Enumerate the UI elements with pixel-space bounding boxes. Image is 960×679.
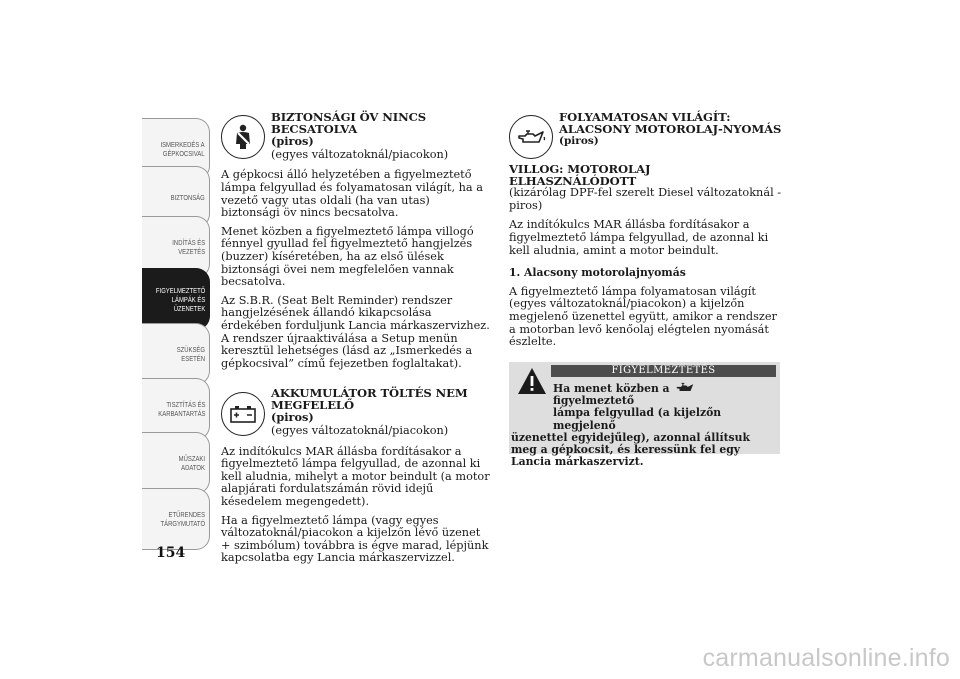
warning-box: [509, 362, 780, 469]
battery-variant: (egyes változatoknál/piacokon): [271, 424, 449, 438]
battery-icon: [221, 392, 265, 436]
tab-tisztitas[interactable]: TISZTÍTÁS ÉS KARBANTARTÁS: [142, 378, 210, 440]
right-column: [509, 112, 783, 355]
battery-color: (piros): [271, 410, 314, 425]
oil-can-icon: [509, 115, 553, 159]
warning-text: Ha menet közben a figyelmeztető lámpa felgyullad (a kijelzőn megjelenő üzenettel egyidejűleg), azonnal állítsuk meg a gépkocsit, és keressünk fel egy Lancia márkaszervizt.: [511, 382, 750, 469]
seatbelt-paragraph-2: Menet közben a figyelmeztető lámpa villogó fénnyel gyullad fel figyelmeztető hangjelzés (buzzer) kíséretében, ha az első ülések biztonsági övei nem megfelelően vannak becsatolva.: [221, 224, 474, 289]
oil-variant-2: (kizárólag DPF-fel szerelt Diesel változatoknál - piros): [509, 186, 782, 212]
battery-paragraph-2: Ha a figyelmeztető lámpa (vagy egyes változatoknál/piacokon a kijelzőn lévő üzenet + szimbólum) továbbra is égve marad, lépjünk kapcsolatba egy Lancia márkaszervizzel.: [221, 513, 489, 565]
left-column: [221, 112, 491, 571]
tab-ismerkedes[interactable]: ISMERKEDÉS A GÉPKOCSIVAL: [142, 118, 210, 180]
tab-biztonsag[interactable]: BIZTONSÁG: [142, 166, 210, 228]
seatbelt-header: [221, 112, 491, 161]
oil-header: [509, 112, 783, 160]
oil-color: (piros): [559, 135, 599, 148]
watermark: carmanualsonline.info: [702, 644, 950, 672]
battery-header: [221, 388, 491, 437]
tab-muszaki[interactable]: MŰSZAKI ADATOK: [142, 432, 210, 494]
seatbelt-variant: (egyes változatoknál/piacokon): [271, 147, 449, 161]
oil-subheading: 1. Alacsony motorolajnyomás: [509, 266, 686, 280]
oil-title: FOLYAMATOSAN VILÁGÍT: ALACSONY MOTOROLAJ-NYOMÁS: [559, 110, 782, 136]
warning-heading: FIGYELMEZTETÉS: [551, 365, 776, 377]
page-number: 154: [156, 545, 186, 561]
tab-figyelmezteto[interactable]: FIGYELMEZTETŐ LÁMPÁK ÉS ÜZENETEK: [142, 268, 210, 330]
tab-targymutato[interactable]: ETŰRENDES TÁRGYMUTATÓ: [142, 488, 210, 550]
seatbelt-color: (piros): [271, 134, 314, 149]
oil-title-2: VILLOG: MOTOROLAJ ELHASZNÁLÓDOTT: [509, 162, 651, 188]
battery-title: AKKUMULÁTOR TÖLTÉS NEM MEGFELELŐ: [271, 386, 468, 412]
seatbelt-paragraph-3: Az S.B.R. (Seat Belt Reminder) rendszer hangjelzésének állandó kikapcsolása érdekében forduljunk Lancia márkaszervizhez. A rendszer újraaktiválása a Setup menün keresztül lehetséges (lásd az „Ismerkedés a gépkocsival” című fejezetben foglaltakat).: [221, 293, 490, 370]
oil-paragraph-2: A figyelmeztető lámpa folyamatosan világít (egyes változatoknál/piacokon) a kijelzőn megjelenő üzenettel együtt, amikor a rendszer a motorban levő kenőolaj elégtelen nyomását észlelte.: [509, 284, 777, 349]
oil-paragraph-1: Az indítókulcs MAR állásba fordításakor a figyelmeztető lámpa felgyullad, de azonnal ki kell aludnia, amint a motor beindult.: [509, 218, 769, 257]
battery-paragraph-1: Az indítókulcs MAR állásba fordításakor a figyelmeztető lámpa felgyullad, de azonnal ki kell aludnia, mihelyt a motor beindult (a motor alapjárati fordulatszámán rövid idejű késedelem megengedett).: [221, 444, 490, 509]
seatbelt-title: BIZTONSÁGI ÖV NINCS BECSATOLVA: [271, 110, 426, 136]
tab-inditas[interactable]: INDÍTÁS ÉS VEZETÉS: [142, 216, 210, 278]
tab-szukseg[interactable]: SZÜKSÉG ESETÉN: [142, 323, 210, 385]
seatbelt-icon: [221, 115, 265, 159]
seatbelt-paragraph-1: A gépkocsi álló helyzetében a figyelmeztető lámpa felgyullad és folyamatosan világít, ha a vezető vagy utas oldali (ha van utas) biztonsági öv nincs becsatolva.: [221, 168, 483, 220]
oil-can-icon: [673, 382, 697, 393]
